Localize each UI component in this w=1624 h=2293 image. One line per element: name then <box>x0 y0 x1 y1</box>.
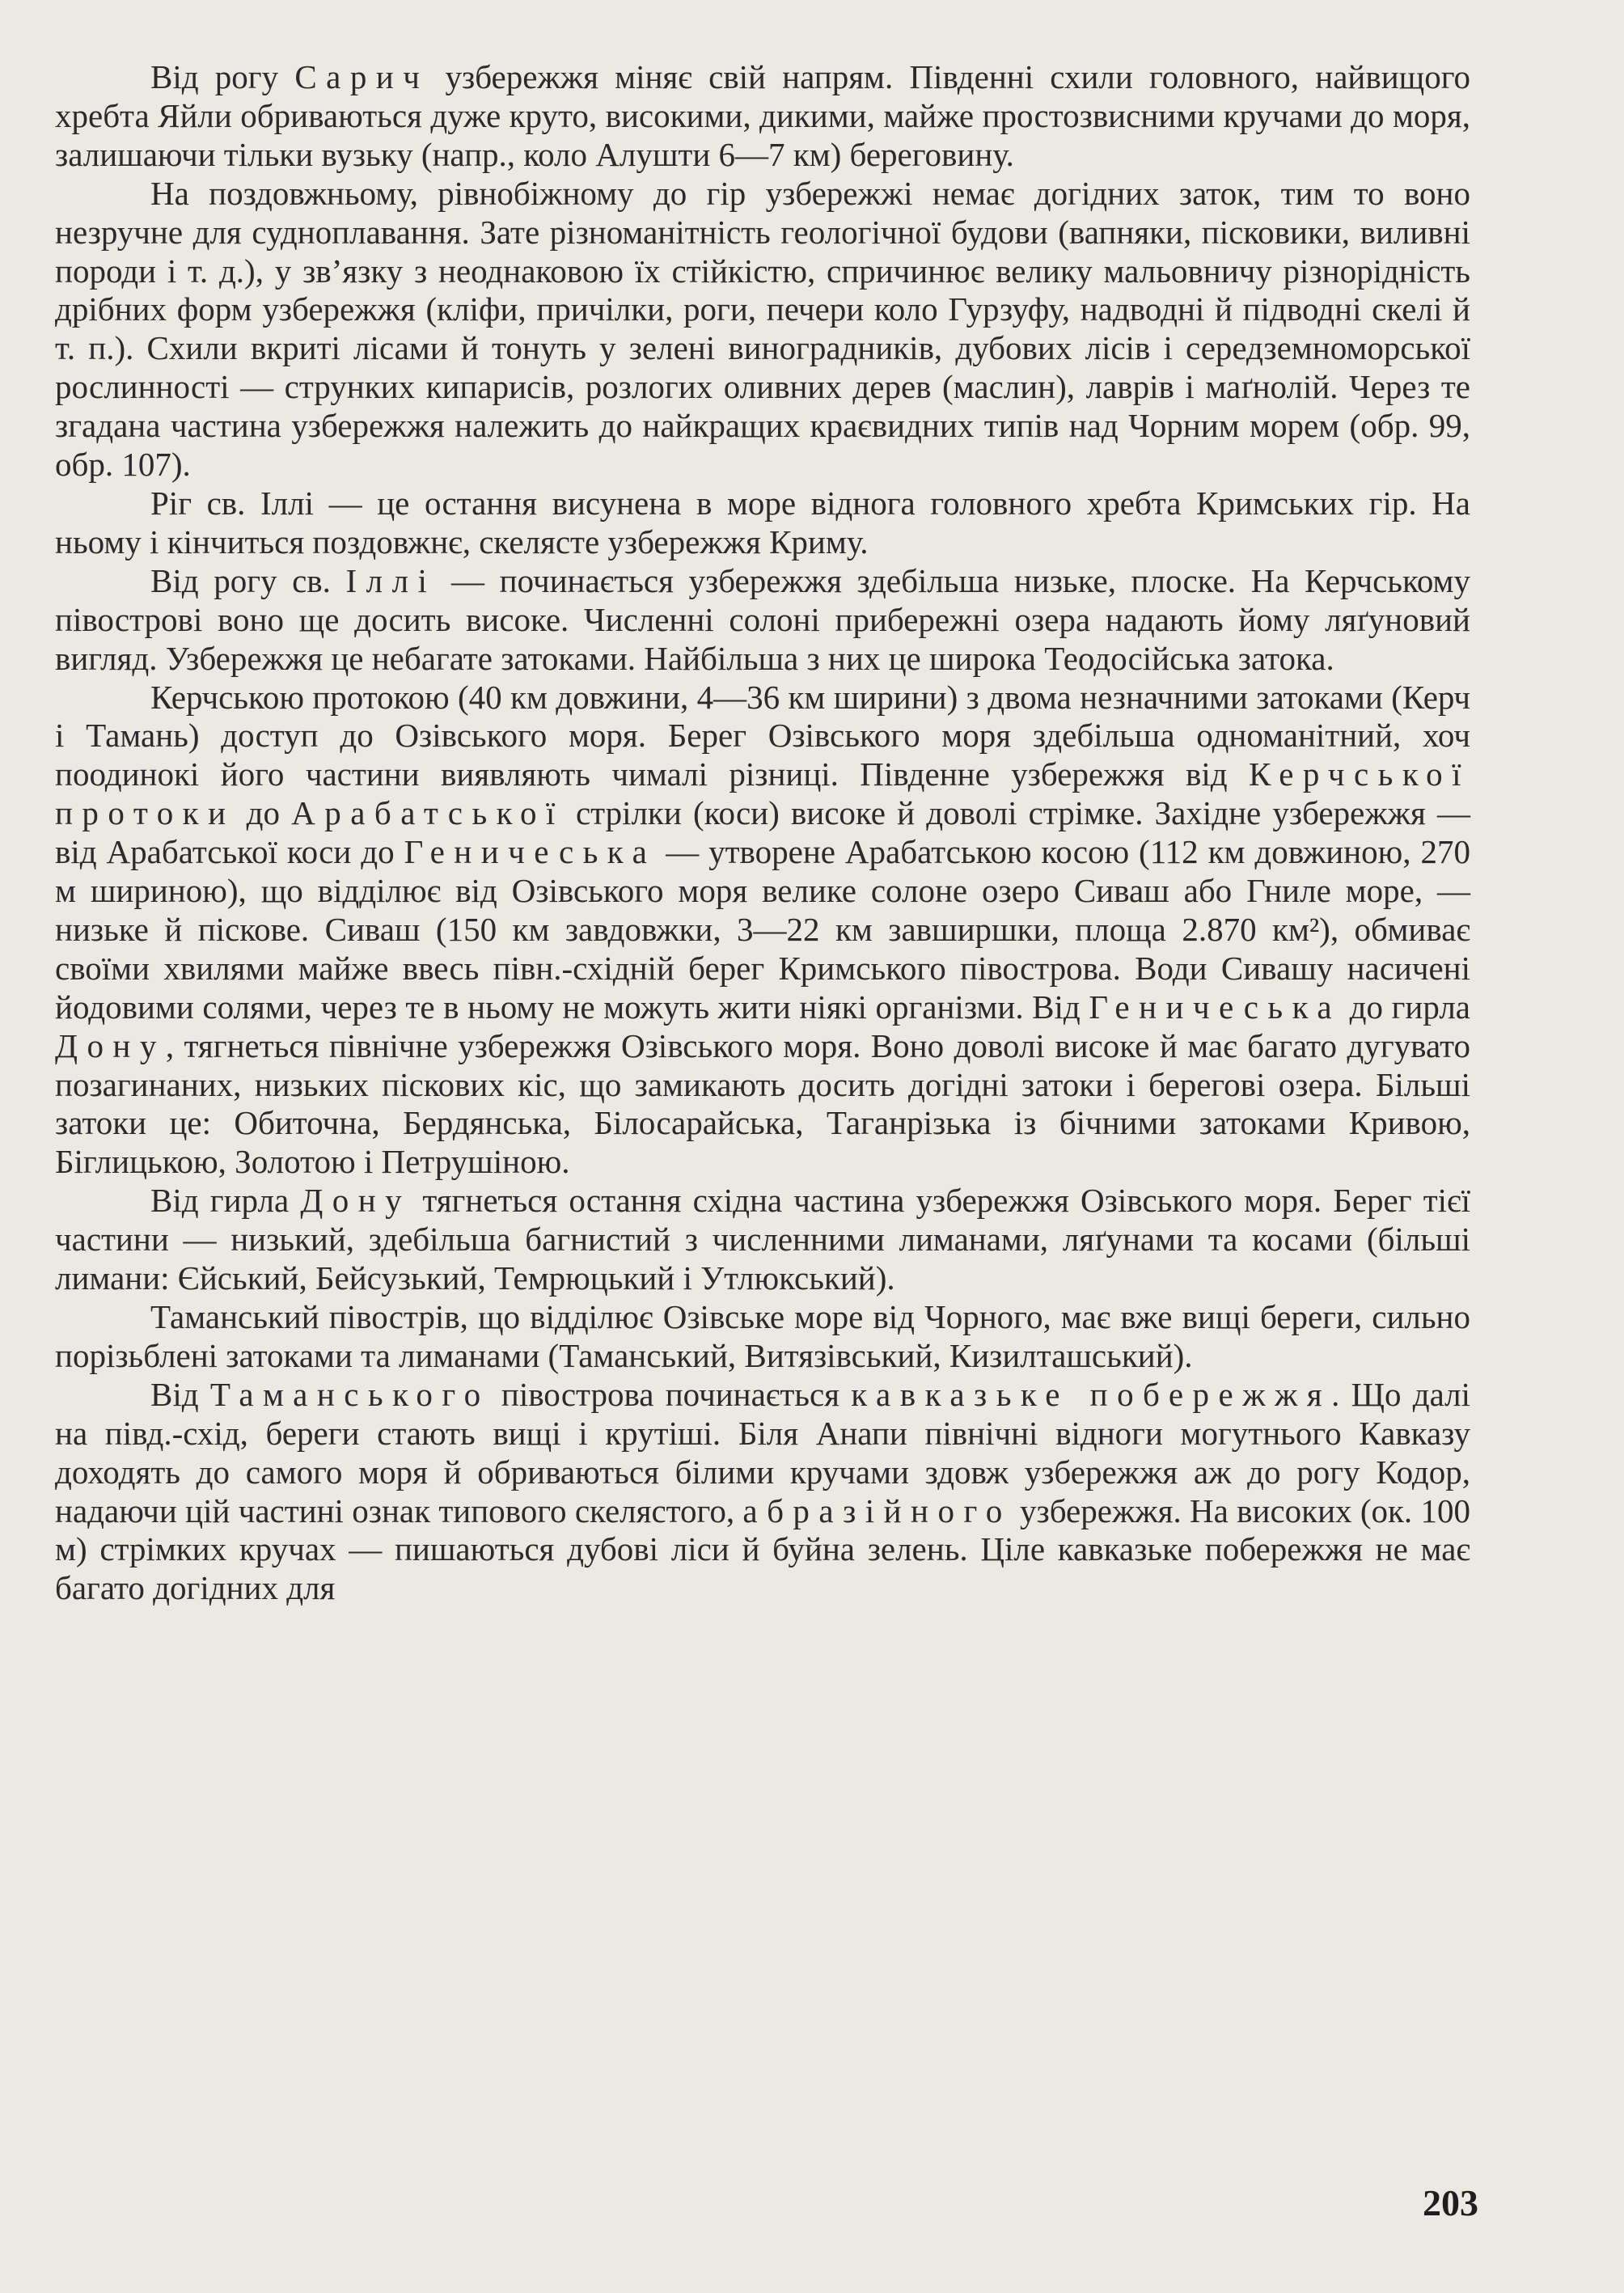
paragraph <box>55 1376 1470 1608</box>
paragraph-text: — утворене Арабатською косою (112 км довжиною, 270 м шириною), що відділює від Озівського моря велике солоне озеро Сиваш або Гниле море, — низьке й піскове. Сиваш (150 км завдовжки, 3—22 км завширшки, площа 2.870 км²), обмиває своїми хвилями майже ввесь півн.-східній берег Кримського півострова. Води Сивашу насичені йодовими солями, через те в ньому не можуть жити ніякі організми. Від <box>55 833 1470 1026</box>
paragraph <box>55 175 1470 484</box>
spaced-emphasis-text: Іллі <box>345 561 437 599</box>
paragraph-text: , тягнеться північне узбережжя Озівського моря. Воно доволі високе й має багато дугувато позагинаних, низьких піскових кіс, що замикають досить догідні затоки і берегові озера. Більші затоки це: Обиточна, Бердянська, Білосарайська, Таганрізька із бічними затоками Кривою, Біглицькою, Золотою і Петрушіною. <box>55 1026 1470 1181</box>
spaced-emphasis-text: Арабатської <box>291 794 565 832</box>
paragraph-text: півострова починається <box>489 1375 852 1413</box>
paragraph-text: На поздовжньому, рівнобіжному до гір узбережжі немає догідних заток, тим то воно незручне для судноплавання. Зате різноманітність геологічної будови (вапняки, пісковики, виливні породи і т. д.), у зв’язку з неоднаковою їх стійкістю, спричинює велику мальовничу різнорідність дрібних форм узбережжя (кліфи, причілки, роги, печери коло Гурзуфу, надводні й підводні скелі й т. п.). Схили вкриті лісами й тонуть у зелені виноградників, дубових лісів і середземноморської рослинності — струнких кипарисів, розлогих оливних дерев (маслин), лаврів і маґнолій. Через те згадана частина узбережжя належить до найкращих краєвидних типів над Чорним морем (обр. 99, обр. 107). <box>55 174 1470 484</box>
paragraph-text: до <box>235 794 292 832</box>
paragraph-text: до гирла <box>1341 988 1470 1026</box>
paragraph-text: стрілки (коси) високе й доволі стрімке. Західне узбережжя — від Арабатської коси до <box>55 794 1470 871</box>
spaced-emphasis-text: Керчської протоки <box>55 755 1470 832</box>
paragraph-text: . Що далі на півд.-схід, береги стають вищі і крутіші. Біля Анапи північні відноги могутнього Кавказу доходять до самого моря й обриваються білими кручами здовж узбережжя аж до рогу Кодор, надаючи цій частині ознак типового скелястого, <box>55 1375 1470 1529</box>
paragraph-text: узбережжя. На високих (ок. 100 м) стрімких кручах — пишаються дубові ліси й буйна зелень. Ціле кавказьке побережжя не має багато догідних для <box>55 1491 1470 1607</box>
spaced-emphasis-text: Геничеська <box>404 833 657 871</box>
paragraph-text: Таманський півострів, що відділює Озівське море від Чорного, має вже вищі береги, сильно порізьблені затоками та лиманами (Таманський, Витязівський, Кизилташський). <box>55 1298 1470 1374</box>
paragraph <box>55 1298 1470 1376</box>
paragraph-text: Від рогу <box>150 58 295 95</box>
paragraph-text: — починається узбережжя здебільша низьке, плоске. На Керчському півострові воно ще досить високе. Численні солоні прибережні озера надають йому ляґуновий вигляд. Узбережжя це небагате затоками. Найбільша з них це широка Теодосійська затока. <box>55 561 1470 677</box>
text-column <box>55 58 1470 1608</box>
page-number: 203 <box>1423 2182 1478 2223</box>
paragraph <box>55 484 1470 562</box>
spaced-emphasis-text: абразійного <box>742 1491 1012 1529</box>
paragraph-text: узбережжя міняє свій напрям. Південні схили головного, найвищого хребта Яйли обриваються дуже круто, високими, дикими, майже простозвисними кручами до моря, залишаючи тільки вузьку (напр., коло Алушти 6—7 км) береговину. <box>55 58 1470 173</box>
spaced-emphasis-text: Дону <box>300 1182 412 1220</box>
spaced-emphasis-text: кавказьке побережжя <box>851 1375 1332 1413</box>
paragraph <box>55 562 1470 679</box>
paragraph-text: Від гирла <box>150 1182 301 1220</box>
paragraph <box>55 679 1470 1182</box>
paragraph-text: Від рогу св. <box>150 561 346 599</box>
paragraph-text: Керчською протокою (40 км довжини, 4—36 км ширини) з двома незначними затоками (Керч і Тамань) доступ до Озівського моря. Берег Озівського моря здебільша одноманітний, хоч поодинокі його частини виявляють чималі різниці. Південне узбережжя від <box>55 678 1470 793</box>
spaced-emphasis-text: Геничеська <box>1089 988 1342 1026</box>
spaced-emphasis-text: Дону <box>55 1026 166 1064</box>
paragraph <box>55 58 1470 175</box>
page-body <box>55 58 1470 1608</box>
paragraph-text: Від <box>150 1375 210 1413</box>
paragraph <box>55 1182 1470 1298</box>
spaced-emphasis-text: Сарич <box>294 58 429 95</box>
paragraph-text: Ріг св. Іллі — це остання висунена в море віднога головного хребта Кримських гір. На ньому і кінчиться поздовжнє, скелясте узбережжя Криму. <box>55 484 1470 561</box>
spaced-emphasis-text: Таманського <box>209 1375 490 1413</box>
paragraph-text: тягнеться остання східна частина узбережжя Озівського моря. Берег тієї частини — низький, здебільша багнистий з численними лиманами, ляґунами та косами (більші лимани: Єйський, Бейсузький, Темрюцький і Утлюкський). <box>55 1182 1470 1297</box>
